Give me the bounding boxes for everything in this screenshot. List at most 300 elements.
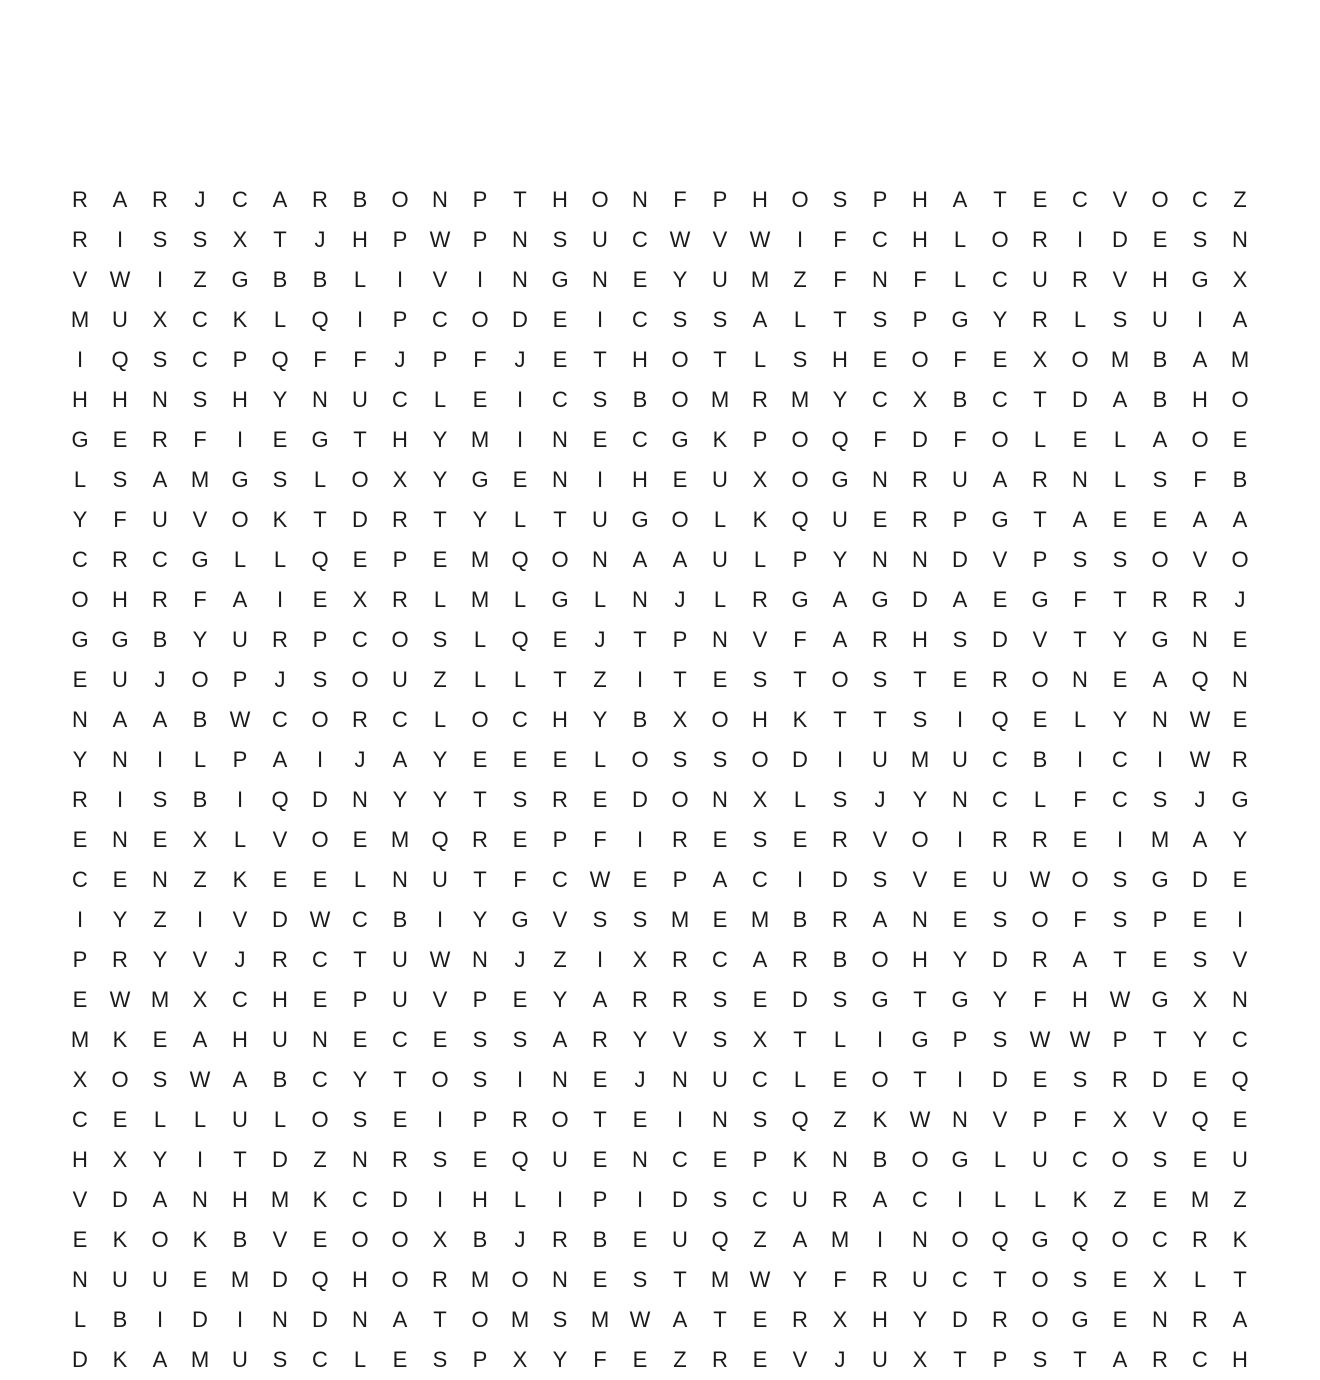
letter-cell[interactable]: H [1072,987,1088,1012]
letter-cell[interactable]: S [752,667,768,692]
letter-cell[interactable]: O [311,1107,329,1132]
letter-cell[interactable]: C [952,1267,968,1292]
letter-cell[interactable]: E [312,987,328,1012]
letter-cell[interactable]: B [1152,347,1168,372]
letter-cell[interactable]: A [752,307,768,332]
letter-cell[interactable]: F [913,267,927,292]
letter-cell[interactable]: V [1112,267,1128,292]
letter-cell[interactable]: X [752,1027,768,1052]
letter-cell[interactable]: E [632,267,648,292]
letter-cell[interactable]: Y [472,507,488,532]
letter-cell[interactable]: X [512,1347,528,1372]
letter-cell[interactable]: A [392,747,408,772]
letter-cell[interactable]: V [432,267,448,292]
letter-cell[interactable]: I [156,747,164,772]
letter-cell[interactable]: O [871,1067,889,1092]
letter-cell[interactable]: C [992,267,1008,292]
letter-cell[interactable]: N [1192,627,1208,652]
letter-cell[interactable]: L [353,867,367,892]
letter-cell[interactable]: X [912,1347,928,1372]
letter-cell[interactable]: C [232,187,248,212]
letter-cell[interactable]: Q [431,827,449,852]
letter-cell[interactable]: T [713,347,727,372]
letter-cell[interactable]: G [951,307,969,332]
letter-cell[interactable]: O [1151,187,1169,212]
letter-cell[interactable]: E [832,1067,848,1092]
letter-cell[interactable]: T [793,667,807,692]
letter-cell[interactable]: W [1189,747,1211,772]
letter-cell[interactable]: G [231,467,249,492]
letter-cell[interactable]: D [792,747,808,772]
letter-cell[interactable]: F [953,347,967,372]
letter-cell[interactable]: R [352,707,368,732]
letter-cell[interactable]: L [1073,707,1087,732]
letter-cell[interactable]: U [672,1227,688,1252]
letter-cell[interactable]: P [472,227,488,252]
letter-cell[interactable]: M [1110,347,1130,372]
letter-cell[interactable]: T [1233,1267,1247,1292]
letter-cell[interactable]: L [513,507,527,532]
letter-cell[interactable]: D [1152,1067,1168,1092]
letter-cell[interactable]: I [956,1067,964,1092]
letter-cell[interactable]: X [752,787,768,812]
letter-cell[interactable]: A [1112,387,1128,412]
letter-cell[interactable]: L [1113,467,1127,492]
letter-cell[interactable]: Z [1233,187,1247,212]
letter-cell[interactable]: Y [192,627,208,652]
letter-cell[interactable]: L [793,1067,807,1092]
letter-cell[interactable]: W [669,227,691,252]
letter-cell[interactable]: E [272,427,288,452]
letter-cell[interactable]: O [911,827,929,852]
letter-cell[interactable]: M [470,587,490,612]
letter-cell[interactable]: E [1112,667,1128,692]
letter-cell[interactable]: I [1116,827,1124,852]
letter-cell[interactable]: P [792,547,808,572]
letter-cell[interactable]: T [1153,1027,1167,1052]
letter-cell[interactable]: I [676,1107,684,1132]
letter-cell[interactable]: L [233,547,247,572]
letter-cell[interactable]: N [472,947,488,972]
letter-cell[interactable]: Q [991,707,1009,732]
letter-cell[interactable]: C [992,787,1008,812]
letter-cell[interactable]: X [432,1227,448,1252]
letter-cell[interactable]: E [1232,1107,1248,1132]
letter-cell[interactable]: Z [193,867,207,892]
letter-cell[interactable]: I [1076,747,1084,772]
letter-cell[interactable]: E [592,427,608,452]
letter-cell[interactable]: B [632,707,648,732]
letter-cell[interactable]: S [712,747,728,772]
letter-cell[interactable]: C [1152,1227,1168,1252]
letter-cell[interactable]: R [792,1307,808,1332]
letter-cell[interactable]: S [592,907,608,932]
letter-cell[interactable]: Y [1232,827,1248,852]
letter-cell[interactable]: U [272,1027,288,1052]
letter-cell[interactable]: F [1033,987,1047,1012]
letter-cell[interactable]: S [872,667,888,692]
letter-cell[interactable]: T [513,187,527,212]
letter-cell[interactable]: E [552,627,568,652]
letter-cell[interactable]: S [1072,1067,1088,1092]
letter-cell[interactable]: N [712,627,728,652]
letter-cell[interactable]: V [552,907,568,932]
letter-cell[interactable]: C [872,387,888,412]
letter-cell[interactable]: F [1073,787,1087,812]
letter-cell[interactable]: S [152,1067,168,1092]
letter-cell[interactable]: E [1032,707,1048,732]
letter-cell[interactable]: K [232,307,248,332]
letter-cell[interactable]: E [1072,427,1088,452]
letter-cell[interactable]: D [992,627,1008,652]
letter-cell[interactable]: N [912,547,928,572]
letter-cell[interactable]: P [952,507,968,532]
letter-cell[interactable]: C [1072,187,1088,212]
letter-cell[interactable]: N [552,467,568,492]
letter-cell[interactable]: X [832,1307,848,1332]
letter-cell[interactable]: R [1232,747,1248,772]
letter-cell[interactable]: P [592,1187,608,1212]
letter-cell[interactable]: S [632,1267,648,1292]
letter-cell[interactable]: S [1112,547,1128,572]
letter-cell[interactable]: T [313,507,327,532]
letter-cell[interactable]: W [309,907,331,932]
letter-cell[interactable]: V [72,1187,88,1212]
letter-cell[interactable]: A [1232,507,1248,532]
letter-cell[interactable]: R [112,947,128,972]
letter-cell[interactable]: Q [271,787,289,812]
letter-cell[interactable]: S [1192,947,1208,972]
letter-cell[interactable]: K [792,707,808,732]
letter-cell[interactable]: K [1232,1227,1248,1252]
letter-cell[interactable]: D [992,1067,1008,1092]
letter-cell[interactable]: S [752,1107,768,1132]
letter-cell[interactable]: Z [793,267,807,292]
letter-cell[interactable]: A [392,1307,408,1332]
letter-cell[interactable]: E [1232,427,1248,452]
letter-cell[interactable]: B [1232,467,1248,492]
letter-cell[interactable]: R [912,467,928,492]
letter-cell[interactable]: R [832,1187,848,1212]
letter-cell[interactable]: G [111,627,129,652]
letter-cell[interactable]: A [1232,1307,1248,1332]
letter-cell[interactable]: A [752,947,768,972]
letter-cell[interactable]: H [632,347,648,372]
letter-cell[interactable]: N [632,187,648,212]
letter-cell[interactable]: N [592,267,608,292]
letter-cell[interactable]: E [512,827,528,852]
letter-cell[interactable]: C [552,867,568,892]
letter-cell[interactable]: B [392,907,408,932]
letter-cell[interactable]: W [109,987,131,1012]
letter-cell[interactable]: T [353,427,367,452]
letter-cell[interactable]: N [912,1227,928,1252]
letter-cell[interactable]: T [433,1307,447,1332]
letter-cell[interactable]: N [192,1187,208,1212]
letter-cell[interactable]: S [1112,867,1128,892]
letter-cell[interactable]: D [912,427,928,452]
letter-cell[interactable]: F [953,427,967,452]
letter-cell[interactable]: P [392,227,408,252]
letter-cell[interactable]: C [552,387,568,412]
letter-cell[interactable]: V [1112,187,1128,212]
letter-cell[interactable]: R [992,827,1008,852]
letter-cell[interactable]: A [1152,667,1168,692]
letter-cell[interactable]: C [872,227,888,252]
letter-cell[interactable]: T [833,707,847,732]
letter-cell[interactable]: M [470,427,490,452]
letter-cell[interactable]: N [592,547,608,572]
letter-cell[interactable]: A [872,907,888,932]
letter-cell[interactable]: D [192,1307,208,1332]
letter-cell[interactable]: M [390,827,410,852]
letter-cell[interactable]: T [553,667,567,692]
letter-cell[interactable]: A [872,1187,888,1212]
letter-cell[interactable]: K [792,1147,808,1172]
letter-cell[interactable]: A [1232,307,1248,332]
letter-cell[interactable]: W [589,867,611,892]
letter-cell[interactable]: V [752,627,768,652]
letter-cell[interactable]: I [876,1227,884,1252]
letter-cell[interactable]: U [112,1267,128,1292]
letter-cell[interactable]: F [1073,587,1087,612]
letter-cell[interactable]: K [232,867,248,892]
letter-cell[interactable]: S [952,627,968,652]
letter-cell[interactable]: T [913,1067,927,1092]
letter-cell[interactable]: N [352,1307,368,1332]
letter-cell[interactable]: Q [111,347,129,372]
letter-cell[interactable]: E [952,667,968,692]
letter-cell[interactable]: C [72,867,88,892]
letter-cell[interactable]: S [152,787,168,812]
letter-cell[interactable]: L [513,667,527,692]
letter-cell[interactable]: U [1232,1147,1248,1172]
letter-cell[interactable]: E [1192,907,1208,932]
letter-cell[interactable]: T [273,227,287,252]
letter-cell[interactable]: D [672,1187,688,1212]
letter-cell[interactable]: T [1033,507,1047,532]
letter-cell[interactable]: I [796,227,804,252]
letter-cell[interactable]: A [992,467,1008,492]
letter-cell[interactable]: L [953,227,967,252]
letter-cell[interactable]: G [991,507,1009,532]
letter-cell[interactable]: E [352,1027,368,1052]
letter-cell[interactable]: M [190,1347,210,1372]
letter-cell[interactable]: R [1152,1347,1168,1372]
letter-cell[interactable]: O [511,1267,529,1292]
letter-cell[interactable]: B [472,1227,488,1252]
letter-cell[interactable]: F [193,587,207,612]
letter-cell[interactable]: H [912,947,928,972]
letter-cell[interactable]: M [470,1267,490,1292]
letter-cell[interactable]: R [1072,267,1088,292]
letter-cell[interactable]: W [629,1307,651,1332]
letter-cell[interactable]: S [512,787,528,812]
letter-cell[interactable]: V [912,867,928,892]
letter-cell[interactable]: E [552,347,568,372]
letter-cell[interactable]: N [552,427,568,452]
letter-cell[interactable]: H [632,467,648,492]
letter-cell[interactable]: N [352,1147,368,1172]
letter-cell[interactable]: B [192,707,208,732]
letter-cell[interactable]: O [151,1227,169,1252]
letter-cell[interactable]: W [429,227,451,252]
letter-cell[interactable]: C [352,1187,368,1212]
letter-cell[interactable]: I [876,1027,884,1052]
letter-cell[interactable]: N [312,1027,328,1052]
letter-cell[interactable]: P [952,1027,968,1052]
letter-cell[interactable]: R [152,187,168,212]
letter-cell[interactable]: X [1152,1267,1168,1292]
letter-cell[interactable]: N [1072,467,1088,492]
letter-cell[interactable]: L [273,307,287,332]
letter-cell[interactable]: H [72,1147,88,1172]
letter-cell[interactable]: U [912,1267,928,1292]
letter-cell[interactable]: O [191,667,209,692]
letter-cell[interactable]: S [1112,307,1128,332]
letter-cell[interactable]: E [72,987,88,1012]
letter-cell[interactable]: I [636,1187,644,1212]
letter-cell[interactable]: E [592,1147,608,1172]
letter-cell[interactable]: E [1032,187,1048,212]
letter-cell[interactable]: N [1072,667,1088,692]
letter-cell[interactable]: N [512,267,528,292]
letter-cell[interactable]: X [352,587,368,612]
letter-cell[interactable]: I [596,947,604,972]
letter-cell[interactable]: F [1073,907,1087,932]
letter-cell[interactable]: S [192,387,208,412]
letter-cell[interactable]: E [752,987,768,1012]
letter-cell[interactable]: C [352,627,368,652]
letter-cell[interactable]: H [552,187,568,212]
letter-cell[interactable]: O [311,827,329,852]
letter-cell[interactable]: G [71,627,89,652]
letter-cell[interactable]: S [672,747,688,772]
letter-cell[interactable]: C [272,707,288,732]
letter-cell[interactable]: R [152,427,168,452]
letter-cell[interactable]: A [1072,947,1088,972]
letter-cell[interactable]: E [712,667,728,692]
letter-cell[interactable]: O [431,1067,449,1092]
letter-cell[interactable]: T [233,1147,247,1172]
letter-cell[interactable]: Q [1191,1107,1209,1132]
letter-cell[interactable]: I [636,827,644,852]
letter-cell[interactable]: A [792,1227,808,1252]
letter-cell[interactable]: G [191,547,209,572]
letter-cell[interactable]: H [72,387,88,412]
letter-cell[interactable]: C [752,1187,768,1212]
letter-cell[interactable]: E [152,1027,168,1052]
letter-cell[interactable]: Y [672,267,688,292]
letter-cell[interactable]: N [1232,227,1248,252]
letter-cell[interactable]: G [951,1147,969,1172]
letter-cell[interactable]: R [432,1267,448,1292]
letter-cell[interactable]: G [231,267,249,292]
letter-cell[interactable]: O [551,547,569,572]
letter-cell[interactable]: E [712,907,728,932]
letter-cell[interactable]: R [552,787,568,812]
letter-cell[interactable]: P [472,1347,488,1372]
letter-cell[interactable]: O [471,307,489,332]
letter-cell[interactable]: A [112,707,128,732]
letter-cell[interactable]: Z [1233,1187,1247,1212]
letter-cell[interactable]: Y [832,547,848,572]
letter-cell[interactable]: S [712,1187,728,1212]
letter-cell[interactable]: S [552,1307,568,1332]
letter-cell[interactable]: S [472,1067,488,1092]
letter-cell[interactable]: E [72,827,88,852]
letter-cell[interactable]: E [792,827,808,852]
letter-cell[interactable]: E [872,507,888,532]
letter-cell[interactable]: U [552,1147,568,1172]
letter-cell[interactable]: X [752,467,768,492]
letter-cell[interactable]: T [993,1267,1007,1292]
letter-cell[interactable]: W [1189,707,1211,732]
letter-cell[interactable]: E [272,867,288,892]
letter-cell[interactable]: N [432,187,448,212]
letter-cell[interactable]: I [516,387,524,412]
letter-cell[interactable]: R [872,1267,888,1292]
letter-cell[interactable]: A [272,187,288,212]
letter-cell[interactable]: O [1191,427,1209,452]
letter-cell[interactable]: P [872,187,888,212]
letter-cell[interactable]: L [273,547,287,572]
letter-cell[interactable]: I [1156,747,1164,772]
letter-cell[interactable]: F [793,627,807,652]
letter-cell[interactable]: S [472,1027,488,1052]
letter-cell[interactable]: O [1031,1267,1049,1292]
letter-cell[interactable]: X [152,307,168,332]
letter-cell[interactable]: P [432,347,448,372]
letter-cell[interactable]: G [911,1027,929,1052]
letter-cell[interactable]: E [1112,1267,1128,1292]
letter-cell[interactable]: U [112,667,128,692]
letter-cell[interactable]: S [912,707,928,732]
letter-cell[interactable]: C [432,307,448,332]
letter-cell[interactable]: C [312,1067,328,1092]
letter-cell[interactable]: U [832,507,848,532]
letter-cell[interactable]: O [1111,1147,1129,1172]
letter-cell[interactable]: A [552,1027,568,1052]
letter-cell[interactable]: L [273,1107,287,1132]
letter-cell[interactable]: A [1072,507,1088,532]
letter-cell[interactable]: R [1152,587,1168,612]
letter-cell[interactable]: E [152,827,168,852]
letter-cell[interactable]: E [992,347,1008,372]
letter-cell[interactable]: L [953,267,967,292]
letter-cell[interactable]: B [312,267,328,292]
letter-cell[interactable]: M [70,307,90,332]
letter-cell[interactable]: T [673,667,687,692]
letter-cell[interactable]: I [956,1187,964,1212]
letter-cell[interactable]: N [712,787,728,812]
letter-cell[interactable]: J [154,667,166,692]
letter-cell[interactable]: C [352,907,368,932]
letter-cell[interactable]: S [1112,907,1128,932]
letter-cell[interactable]: G [1191,267,1209,292]
letter-cell[interactable]: V [192,507,208,532]
letter-cell[interactable]: T [593,1107,607,1132]
letter-cell[interactable]: R [752,587,768,612]
letter-cell[interactable]: C [752,1067,768,1092]
letter-cell[interactable]: L [473,627,487,652]
letter-cell[interactable]: G [1151,627,1169,652]
letter-cell[interactable]: Y [992,307,1008,332]
letter-cell[interactable]: N [72,1267,88,1292]
letter-cell[interactable]: O [1031,667,1049,692]
letter-cell[interactable]: G [831,467,849,492]
letter-cell[interactable]: J [514,1227,526,1252]
